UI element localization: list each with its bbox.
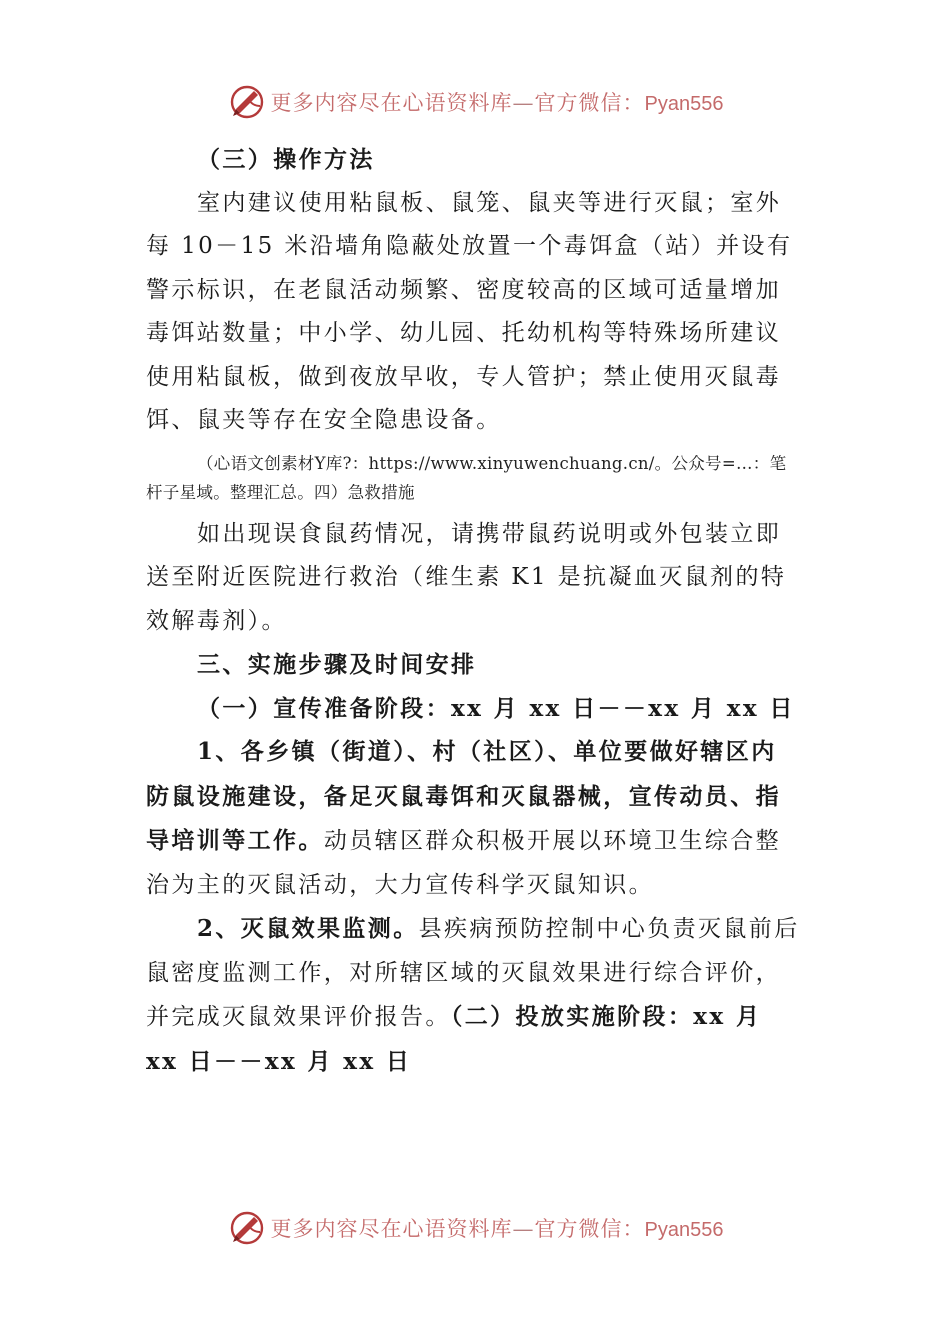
item-1-body: 动员辖区群众积极开展以环境卫生综合整治为主的灭鼠活动，大力宣传科学灭鼠知识。 bbox=[146, 828, 782, 898]
footer-banner bbox=[0, 1206, 950, 1250]
heading-stage-2: （二）投放实施阶段：xx 月 xx 日－－xx 月 xx 日 bbox=[146, 1003, 762, 1075]
pen-logo-icon bbox=[227, 1208, 267, 1248]
banner-text: 更多内容尽在心语资料库—官方微信：Pyan556 bbox=[270, 91, 724, 115]
paragraph-first-aid: 如出现误食鼠药情况，请携带鼠药说明或外包装立即送至附近医院进行救治（维生素 K1 是抗凝血灭鼠剂的特效解毒剂）。 bbox=[146, 520, 787, 634]
pen-logo-icon bbox=[227, 82, 267, 122]
item-1 bbox=[146, 730, 801, 907]
item-2 bbox=[146, 907, 801, 1084]
header-banner bbox=[0, 80, 950, 124]
item-2-body: 县疾病预防控制中心负责灭鼠前后鼠密度监测工作，对所辖区域的灭鼠效果进行综合评价，并完成灭鼠效果评价报告。 bbox=[146, 916, 800, 1030]
watermark-line: （心语文创素材Y库?：https://www.xinyuwenchuang.cn/。公众号=…：笔杆子星域。整理汇总。四）急救措施 bbox=[146, 453, 787, 502]
heading-steps: 三、实施步骤及时间安排 bbox=[197, 651, 477, 678]
item-2-lead: 2、灭鼠效果监测。 bbox=[197, 915, 419, 942]
banner-text: 更多内容尽在心语资料库—官方微信：Pyan556 bbox=[270, 1217, 724, 1241]
heading-stage-1: （一）宣传准备阶段：xx 月 xx 日－－xx 月 xx 日 bbox=[197, 694, 795, 722]
item-1-lead: 1、各乡镇（街道）、村（社区）、单位要做好辖区内防鼠设施建设，备足灭鼠毒饵和灭鼠器械，宣传动员、指导培训等工作。 bbox=[146, 738, 781, 854]
heading-method: （三）操作方法 bbox=[197, 146, 375, 173]
paragraph-method: 室内建议使用粘鼠板、鼠笼、鼠夹等进行灭鼠；室外每 10－15 米沿墙角隐蔽处放置一个毒饵盒（站）并设有警示标识，在老鼠活动频繁、密度较高的区域可适量增加毒饵站数量；中小学、幼儿园、托幼机构等特殊场所建议使用粘鼠板，做到夜放早收，专人管护；禁止使用灭鼠毒饵、鼠夹等存在安全隐患设备。 bbox=[146, 189, 793, 433]
document-body bbox=[146, 138, 801, 1084]
